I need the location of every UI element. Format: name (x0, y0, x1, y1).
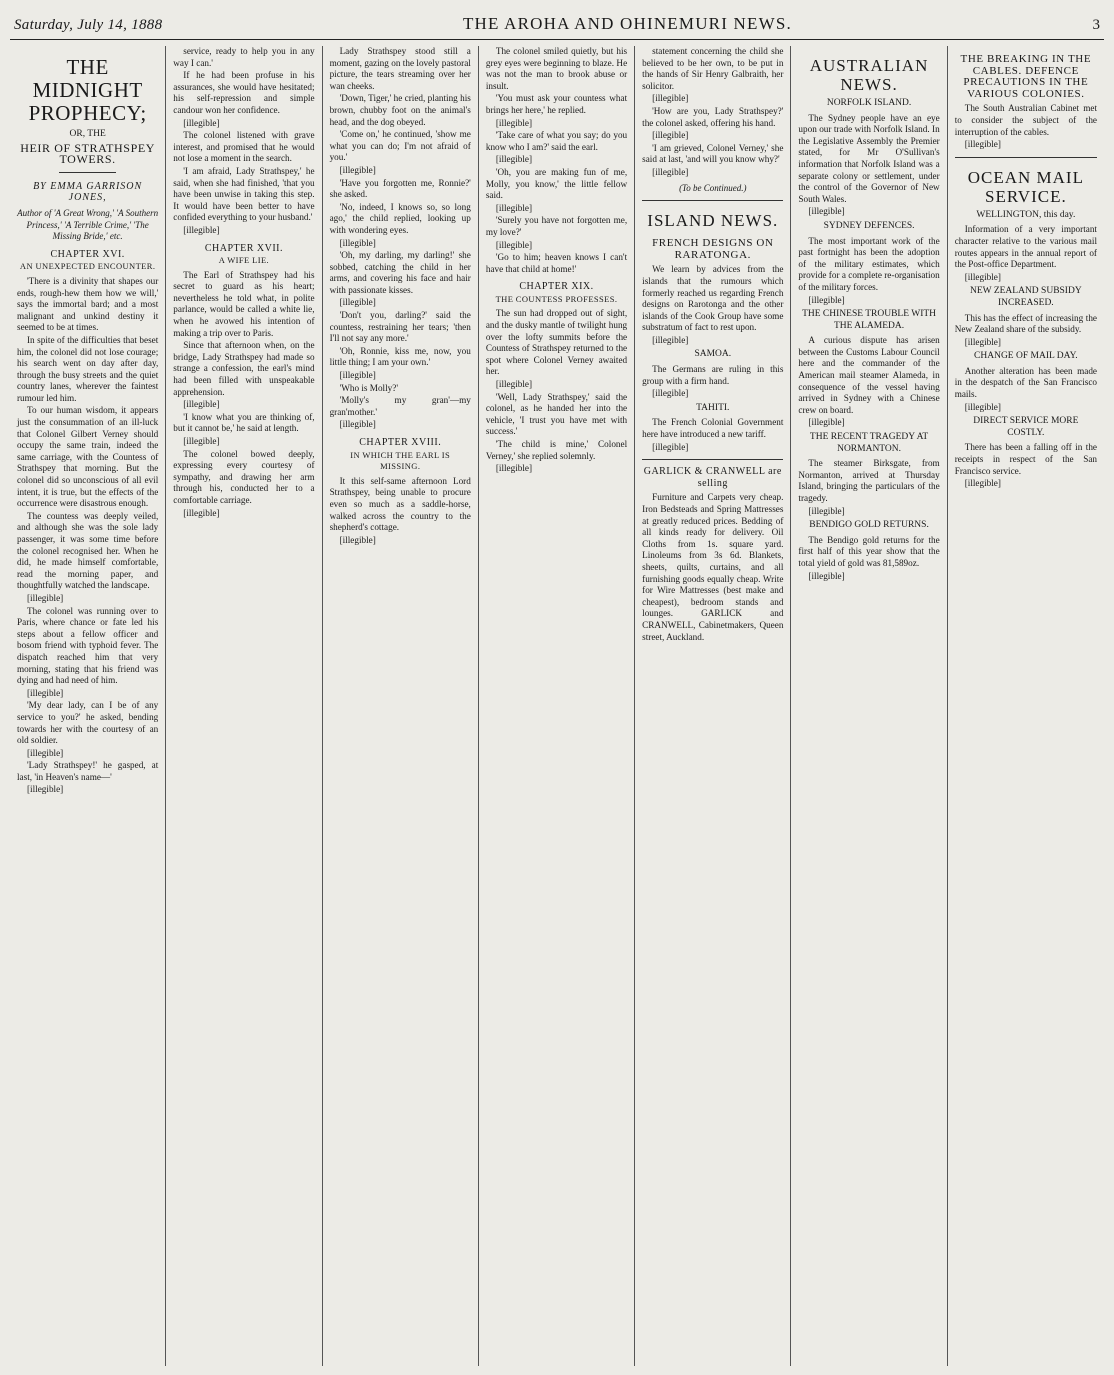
paragraph: [illegible] (808, 417, 845, 428)
paragraph: 'Go to him; heaven knows I can't have that child at home!' (485, 252, 628, 274)
masthead-date: Saturday, July 14, 1888 (14, 17, 163, 33)
serial-title: THE MIDNIGHT PROPHECY; (28, 55, 147, 125)
paragraphs (17, 276, 158, 796)
chapter-subheading: THE COUNTESS PROFESSES. (495, 293, 618, 304)
paragraph: We learn by advices from the islands that the rumours which formerly reached us regarding French designs on Rarotonga and the other islands of the Cook Group have some substratum of fact to rest upon. (642, 264, 784, 333)
rule (642, 459, 783, 460)
recent-tragedy-heading: THE RECENT TRAGEDY AT NORMANTON. (809, 432, 929, 454)
paragraph: The colonel bowed deeply, expressing every courtesy of sympathy, and drawing her arm through his, conducted her to a comfortable carriage. (173, 448, 315, 505)
paragraph: This has the effect of increasing the New Zealand share of the subsidy. (954, 312, 1097, 335)
paragraph: The steamer Birksgate, from Normanton, arrived at Thursday Island, bringing the particulars of the tragedy. (798, 458, 940, 503)
paragraph: [illegible] (652, 441, 689, 452)
paragraph: [illegible] (339, 419, 376, 430)
paragraph: The colonel listened with grave interest, and promised that he would not lose a moment in the search. (173, 130, 315, 164)
paragraph: [illegible] (964, 401, 1001, 412)
paragraphs (486, 308, 627, 474)
paragraph: The Sydney people have an eye upon our trade with Norfolk Island. In the Legislative Assembly the Premier stated, for Mr O'Sullivan's information that Norfolk Island was a separate colony or settlement, under the control of the Governor of New South Wales. (798, 112, 940, 204)
paragraph: [illegible] (183, 399, 220, 410)
paragraph: 'Who is Molly?' (339, 382, 398, 393)
paragraph: [illegible] (495, 117, 533, 128)
paragraph: 'Take care of what you say; do you know who I am?' said the earl. (485, 130, 628, 152)
paragraphs (330, 476, 471, 547)
bendigo-heading: BENDIGO GOLD RETURNS. (809, 520, 929, 531)
paragraph: 'Have you forgotten me, Ronnie?' she asked. (329, 177, 471, 200)
paragraph: 'I am grieved, Colonel Verney,' she said at last, 'and will you know why?' (642, 142, 784, 165)
paragraph: 'Come on,' he continued, 'show me what you can do; I'm not afraid of you.' (329, 129, 471, 163)
paragraph: 'Don't you, darling?' said the countess, restraining her tears; 'then I'll not say any more.' (329, 310, 471, 344)
ocean-dateline: WELLINGTON, this day. (976, 209, 1076, 220)
paragraph: [illegible] (339, 370, 376, 381)
paragraphs (798, 458, 939, 517)
paragraphs (955, 103, 1097, 150)
paragraph: In spite of the difficulties that beset him, the colonel did not lose courage; his search went on day after day, through the busy streets and the quiet country lanes, wherever the faintest rumour led him. (17, 334, 159, 403)
paragraphs (330, 46, 471, 431)
paragraph: 'Oh, my darling, my darling!' she sobbed, catching the child in her arms, and covering his face and hair with passionate kisses. (329, 250, 471, 295)
tahiti-heading: TAHITI. (696, 402, 730, 413)
paragraph: [illegible] (183, 224, 220, 235)
paragraph: [illegible] (495, 239, 533, 250)
paragraph: [illegible] (964, 336, 1001, 347)
chapter-heading: CHAPTER XIX. (519, 281, 594, 293)
column-7 (948, 46, 1104, 1366)
nz-subsidy-heading: NEW ZEALAND SUBSIDY INCREASED. (969, 286, 1082, 308)
paragraph: The most important work of the past fortnight has been the adoption of the military estimates, which provide for a complete re-organisation of the military forces. (798, 235, 940, 292)
chapter-subheading: IN WHICH THE EARL IS MISSING. (350, 449, 451, 472)
island-news-title: ISLAND NEWS. (647, 211, 779, 231)
paragraph: The colonel smiled quietly, but his grey eyes were beginning to blaze. He was not the man to brook abuse or insult. (485, 46, 628, 91)
paragraph: [illegible] (808, 570, 845, 581)
column-5 (635, 46, 791, 1366)
paragraphs (642, 417, 783, 453)
change-mail-day-heading: CHANGE OF MAIL DAY. (974, 351, 1078, 362)
rule (642, 200, 783, 201)
paragraph: [illegible] (964, 139, 1001, 150)
paragraph: There has been a falling off in the receipts in respect of the San Francisco service. (954, 442, 1097, 476)
cables-heading: THE BREAKING IN THE CABLES. DEFENCE PRECAUTIONS IN THE VARIOUS COLONIES. (960, 53, 1092, 100)
column-1 (10, 46, 166, 1366)
paragraph: [illegible] (27, 784, 64, 795)
column-4 (479, 46, 635, 1366)
masthead (10, 14, 1104, 40)
paragraph: [illegible] (808, 206, 845, 217)
paragraphs (486, 46, 627, 275)
paragraph: 'My dear lady, can I be of any service to you?' he asked, bending towards her with the courtesy of an old soldier. (17, 700, 159, 746)
paragraphs (642, 46, 783, 179)
paragraph: 'How are you, Lady Strathspey?' the colonel asked, offering his hand. (642, 105, 784, 128)
paragraph: The French Colonial Government here have introduced a new tariff. (642, 417, 784, 440)
paragraph: Another alteration has been made in the despatch of the San Francisco mails. (954, 365, 1097, 400)
column-3 (323, 46, 479, 1366)
chapter-heading: CHAPTER XVII. (204, 242, 283, 254)
paragraphs (798, 113, 939, 218)
paragraphs (955, 366, 1097, 413)
serial-or: OR, THE (69, 129, 106, 139)
columns (10, 46, 1104, 1366)
paragraph: It this self-same afternoon Lord Strathspey, being unable to procure even so much as a saddle-horse, walked across the country to the shepherd's cottage. (329, 475, 471, 533)
paragraph: [illegible] (339, 297, 376, 308)
to-be-continued: (To be Continued.) (679, 182, 747, 193)
paragraph: 'I know what you are thinking of, but it cannot be,' he said at length. (173, 411, 315, 434)
paragraph: A curious dispute has arisen between the Customs Labour Council here and the commander of the American mail steamer Alameda, in consequence of the vessel having arrived in Sydney with a Chinese crew on board. (798, 335, 940, 415)
paragraphs (798, 335, 939, 429)
norfolk-heading: NORFOLK ISLAND. (826, 98, 912, 108)
chapter-heading: CHAPTER XVIII. (359, 437, 442, 448)
paragraph: The Germans are ruling in this group with a firm hand. (642, 364, 784, 386)
chapter-heading: CHAPTER XVI. (50, 248, 125, 260)
paragraph: Lady Strathspey stood still a moment, gazing on the lovely pastoral picture, the tears streaming over her wan cheeks. (329, 46, 471, 91)
sydney-heading: SYDNEY DEFENCES. (823, 220, 915, 231)
chapter-subheading: AN UNEXPECTED ENCOUNTER. (19, 261, 156, 272)
paragraphs (173, 270, 314, 519)
column-6 (791, 46, 947, 1366)
paragraph: The Bendigo gold returns for the first half of this year show that the total yield of gold was 81,589oz. (798, 534, 940, 568)
byline: BY EMMA GARRISON JONES, (33, 180, 143, 204)
paragraphs (798, 535, 939, 582)
paragraph: If he had been profuse in his assurances, she would have hesitated; his self-repression and simple candour won her confidence. (173, 70, 315, 115)
paragraphs (955, 442, 1097, 489)
paragraph: 'The child is mine,' Colonel Verney,' she replied solemnly. (485, 439, 628, 461)
paragraphs (173, 46, 314, 237)
paragraph: service, ready to help you in any way I can.' (173, 46, 315, 68)
paragraph: [illegible] (652, 93, 689, 104)
paragraph: [illegible] (27, 687, 64, 698)
advertisement-text: Furniture and Carpets very cheap. Iron Bedsteads and Spring Mattresses at greatly reduced prices. Bedding of all kinds ready for delivery. Oil Cloths from 1s. square yard. Linoleums from 3s 6d. Blankets, sheets, quilts, curtains, and all furnishing goods equally cheap. Write for Wire Mattresses (best make and cheapest), bedroom stands and lounges. GARLICK and CRANWELL, Cabinetmakers, Queen street, Auckland. (642, 492, 784, 642)
chinese-heading: THE CHINESE TROUBLE WITH THE ALAMEDA. (802, 309, 937, 331)
samoa-heading: SAMOA. (694, 349, 732, 360)
paragraph: 'I am afraid, Lady Strathspey,' he said, when she had finished, 'that you have been unwise in taking this step. It would have been better to have confided everything to your husband.' (173, 165, 315, 223)
paragraph: [illegible] (808, 294, 845, 305)
paragraph: Information of a very important character relative to the various mail routes appears in the annual report of the Post-office Department. (954, 224, 1097, 270)
paragraphs (955, 313, 1097, 349)
paragraph: [illegible] (495, 379, 533, 390)
paragraph: The countess was deeply veiled, and although she was the sole lady passenger, it was some time before the colonel recognised her. When he did, he made himself comfortable, read the morning paper, and thoughtfully watched the landscape. (17, 510, 159, 591)
paragraph: [illegible] (652, 130, 689, 141)
page-number: 3 (1092, 17, 1100, 33)
paragraph: 'Molly's my gran'—my gran'mother.' (329, 395, 471, 417)
rule (59, 172, 116, 173)
paragraph: [illegible] (808, 505, 845, 516)
paragraph: [illegible] (27, 747, 64, 758)
paragraph: [illegible] (964, 271, 1001, 282)
ocean-mail-title: OCEAN MAIL SERVICE. (967, 167, 1084, 206)
paragraph: [illegible] (339, 164, 376, 175)
paragraph: [illegible] (183, 436, 220, 446)
paragraph: Since that afternoon when, on the bridge, Lady Strathspey had made so strange a confession, the earl's mind had been filled with unspeakable apprehension. (173, 340, 315, 397)
author-note: Author of 'A Great Wrong,' 'A Southern Princess,' 'A Terrible Crime,' 'The Missing Bride,' etc. (17, 207, 159, 242)
paragraph: [illegible] (495, 154, 533, 165)
french-designs-heading: FRENCH DESIGNS ON RARATONGA. (652, 237, 774, 261)
paragraph: [illegible] (652, 388, 689, 399)
paragraph: [illegible] (183, 117, 220, 128)
paragraph: [illegible] (183, 507, 220, 518)
paragraph: statement concerning the child she believed to be her own, to be put in the hands of Sir Henry Galbraith, her solicitor. (642, 46, 784, 91)
chapter-subheading: A WIFE LIE. (218, 255, 270, 266)
paragraph: 'Oh, you are making fun of me, Molly, you know,' the little fellow said. (485, 166, 628, 201)
masthead-title: THE AROHA AND OHINEMURI NEWS. (462, 14, 792, 33)
paragraph: The sun had dropped out of sight, and the dusky mantle of twilight hung over the lofty summits before the Countess of Strathspey returned to the spot where Colonel Verney awaited her. (485, 308, 628, 377)
paragraphs (642, 264, 783, 346)
paragraph: The Earl of Strathspey had his secret to guard as his heart; nevertheless he told what, in polite parlance, would be called a white lie, when he avowed his intention of making a trip over to Paris. (173, 269, 315, 338)
paragraph: 'Surely you have not forgotten me, my love?' (485, 215, 628, 237)
paragraph: 'Lady Strathspey!' he gasped, at last, 'in Heaven's name—' (17, 760, 159, 782)
paragraph: [illegible] (964, 478, 1001, 489)
paragraph: [illegible] (652, 334, 689, 345)
paragraph: 'There is a divinity that shapes our ends, rough-hew them how we will,' says the immortal bard; and a most malignant and unkind destiny it seemed to be at times. (17, 275, 159, 333)
paragraph: [illegible] (27, 592, 64, 603)
paragraph: 'No, indeed, I knows so, so long ago,' the child replied, looking up with wondering eyes. (329, 201, 471, 235)
paragraph: 'Down, Tiger,' he cried, planting his brown, chubby foot on the animal's head, and the dog obeyed. (329, 93, 471, 127)
paragraph: [illegible] (495, 202, 533, 213)
paragraph: The colonel was running over to Paris, where chance or fate led his steps about a fellow officer and bosom friend with typhoid fever. The dispatch reached him that very morning, stating that his friend was dying and had need of him. (17, 605, 159, 686)
paragraph: 'You must ask your countess what brings her here,' he replied. (485, 93, 628, 115)
column-2 (166, 46, 322, 1366)
paragraphs (642, 364, 783, 400)
paragraphs (798, 236, 939, 307)
serial-subtitle: HEIR OF STRATHSPEY TOWERS. (20, 140, 156, 167)
australian-news-title: AUSTRALIAN NEWS. (809, 56, 929, 94)
paragraph: [illegible] (495, 463, 533, 474)
paragraph: [illegible] (339, 237, 376, 248)
direct-service-heading: DIRECT SERVICE MORE COSTLY. (973, 416, 1079, 438)
rule (955, 157, 1097, 158)
paragraph: To our human wisdom, it appears just the consummation of an ill-luck that Colonel Gilbert Verney should occupy the same train, indeed the same carriage, with the Countess of Strathspey that morning. But the colonel did so unconscious of all evil intent, it is true, but the effects of the occurrence were disastrous enough. (17, 405, 159, 509)
paragraph: [illegible] (339, 534, 376, 545)
advertisement-heading: GARLICK & CRANWELL are selling (643, 466, 782, 489)
paragraph: The South Australian Cabinet met to consider the subject of the interruption of the cables. (954, 103, 1097, 137)
paragraph: 'Oh, Ronnie, kiss me, now, you little thing; I am your own.' (329, 345, 471, 368)
paragraph: 'Well, Lady Strathspey,' said the colonel, as he handed her into the vehicle, 'I trust you have met with success.' (485, 391, 628, 437)
paragraphs (955, 224, 1097, 283)
paragraph: [illegible] (652, 166, 689, 177)
